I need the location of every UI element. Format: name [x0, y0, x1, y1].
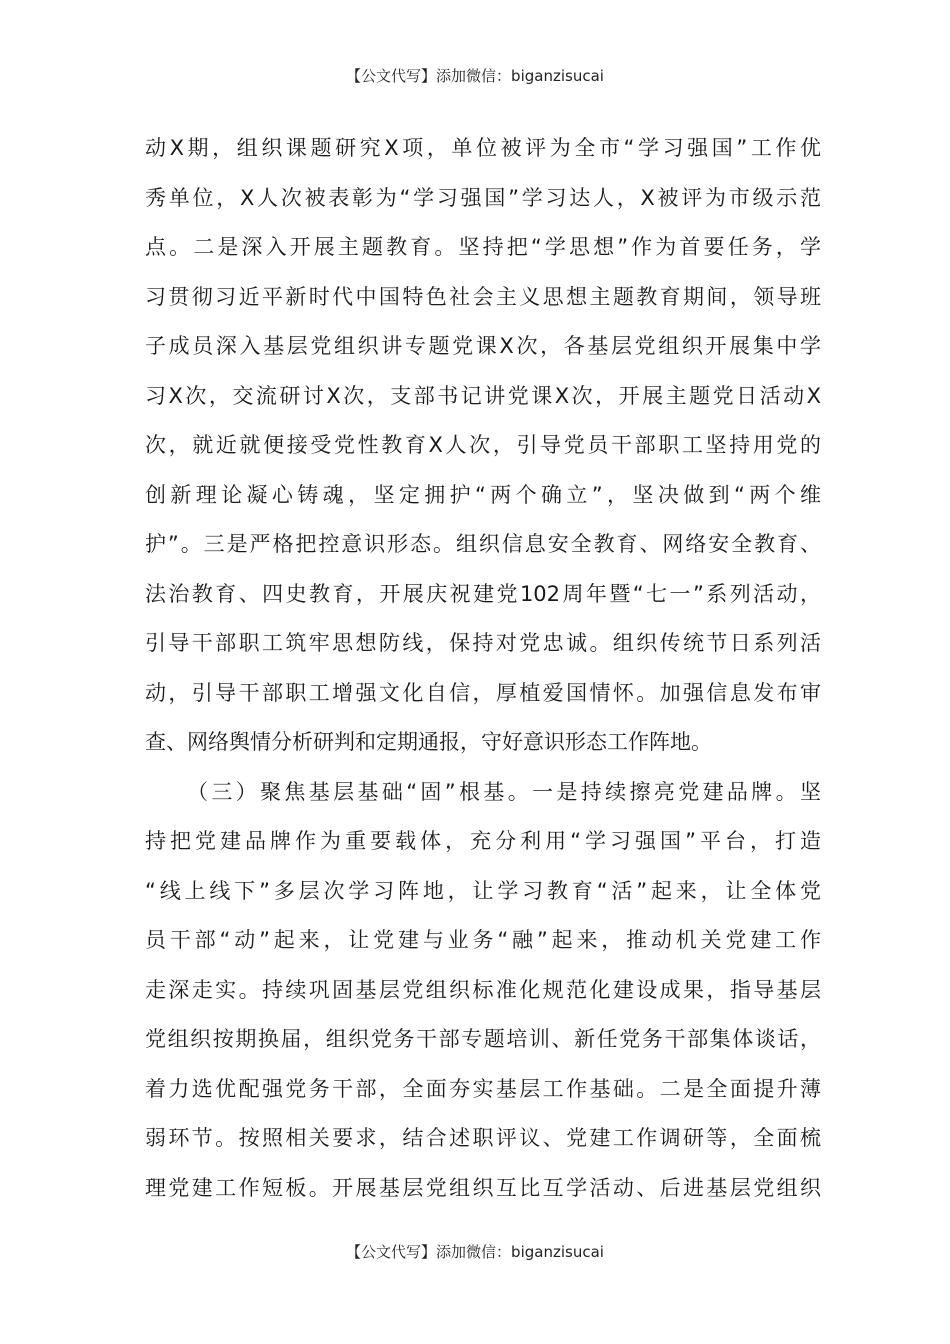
text-line: 护”。三是严格把控意识形态。组织信息安全教育、网络安全教育、 [145, 532, 821, 556]
text-line: 理党建工作短板。开展基层党组织互比互学活动、后进基层党组织 [145, 1175, 821, 1200]
text-line: 党组织按期换届，组织党务干部专题培训、新任党务干部集体谈话， [145, 1027, 821, 1051]
text-line: 引导干部职工筑牢思想防线，保持对党忠诚。组织传统节日系列活 [145, 631, 821, 655]
text-line: 秀单位，X人次被表彰为“学习强国”学习达人，X被评为市级示范 [145, 185, 821, 210]
text-line: 次，就近就便接受党性教育X人次，引导党员干部职工坚持用党的 [145, 433, 821, 457]
text-line: 持把党建品牌作为重要载体，充分利用“学习强国”平台，打造 [145, 829, 821, 853]
page-footer: 【公文代写】添加微信：biganzisucai [346, 1243, 604, 1261]
text-line: 弱环节。按照相关要求，结合述职评议、党建工作调研等，全面梳 [145, 1126, 821, 1150]
text-line: 创新理论凝心铸魂，坚定拥护“两个确立”，坚决做到“两个维 [145, 482, 821, 507]
page-header: 【公文代写】添加微信：biganzisucai [346, 67, 604, 85]
text-line: 走深走实。持续巩固基层党组织标准化规范化建设成果，指导基层 [145, 977, 821, 1002]
document-body [145, 124, 821, 1213]
text-line: 习X次，交流研讨X次，支部书记讲党课X次，开展主题党日活动X [145, 383, 821, 408]
text-line: 子成员深入基层党组织讲专题党课X次，各基层党组织开展集中学 [145, 334, 821, 358]
text-line: 动，引导干部职工增强文化自信，厚植爱国情怀。加强信息发布审 [145, 680, 821, 705]
text-line: 点。二是深入开展主题教育。坚持把“学思想”作为首要任务，学 [145, 235, 821, 259]
text-line: 习贯彻习近平新时代中国特色社会主义思想主题教育期间，领导班 [145, 284, 821, 309]
paragraph-end-line: 查、网络舆情分析研判和定期通报，守好意识形态工作阵地。 [145, 730, 712, 754]
section-heading-line: （三）聚焦基层基础“固”根基。一是持续擦亮党建品牌。坚 [187, 779, 821, 804]
text-line: 着力选优配强党务干部，全面夯实基层工作基础。二是全面提升薄 [145, 1076, 821, 1101]
text-line: “线上线下”多层次学习阵地，让学习教育“活”起来，让全体党 [145, 878, 821, 903]
text-line: 员干部“动”起来，让党建与业务“融”起来，推动机关党建工作 [145, 928, 821, 952]
text-line: 法治教育、四史教育，开展庆祝建党102周年暨“七一”系列活动， [145, 581, 821, 606]
text-line: 动X期，组织课题研究X项，单位被评为全市“学习强国”工作优 [145, 136, 821, 160]
